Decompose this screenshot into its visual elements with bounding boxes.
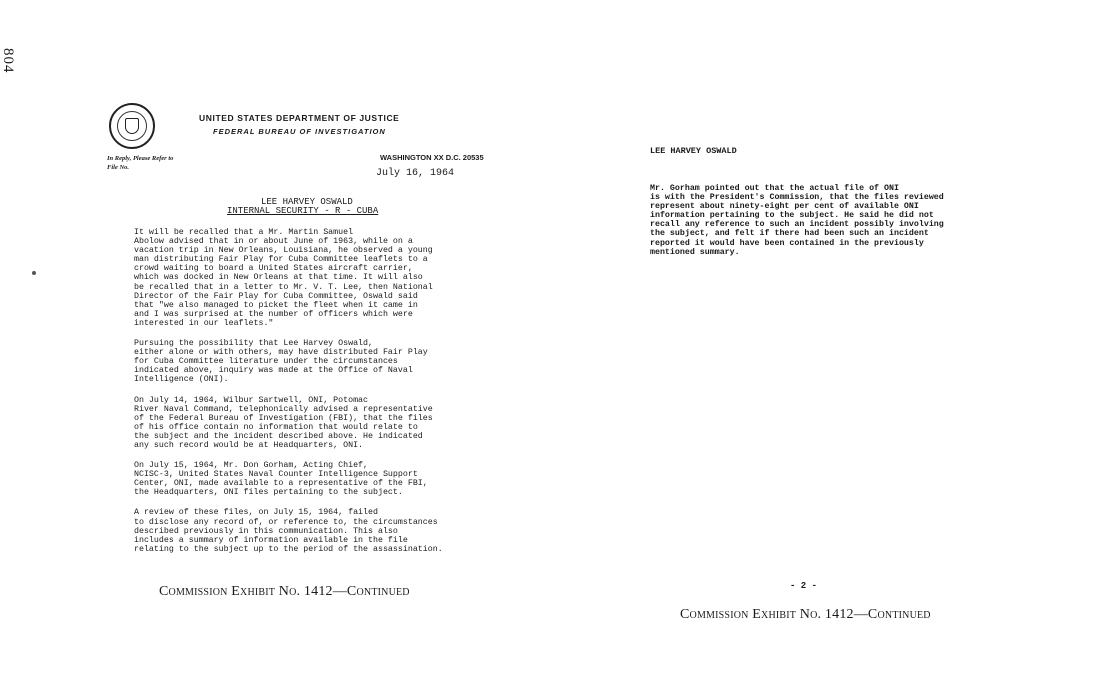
agency-name: UNITED STATES DEPARTMENT OF JUSTICE (199, 113, 400, 123)
letter-paragraph: It will be recalled that a Mr. Martin Samuel Abolow advised that in or about June of 1963, while on a vacation trip in New Orleans, Louisiana, he observed a young man distributing Fair Play for Cuba Committee leaflets to a crowd waiting to board a United States aircraft carrier, which was docked in New Orleans at that time. It will also be recalled that in a letter to Mr. V. T. Lee, then National Director of the Fair Play for Cuba Committee, Oswald said that "we also managed to picket the fleet when it came in and I was surprised at the number of officers which were interested in our leaflets." (134, 228, 433, 328)
margin-mark (32, 271, 36, 275)
letter-body (134, 228, 494, 565)
exhibit-caption-left: Commission Exhibit No. 1412—Continued (159, 584, 410, 599)
page-number: 804 (0, 48, 16, 74)
reply-note-line-1: In Reply, Please Refer to (107, 155, 174, 162)
continuation-header: LEE HARVEY OSWALD (650, 146, 737, 156)
reply-note-line-2: File No. (107, 164, 130, 171)
letter-paragraph: On July 15, 1964, Mr. Don Gorham, Acting Chief, NCISC-3, United States Naval Counter Intelligence Support Center, ONI, made available to a representative of the FBI, the Headquarters, ONI files pertaining to the subject. (134, 461, 428, 498)
exhibit-caption-right: Commission Exhibit No. 1412—Continued (680, 607, 931, 622)
letter-paragraph: A review of these files, on July 15, 1964, failed to disclose any record of, or reference to, the circumstances described previously in this communication. This also includes a summary of information available in the file relating to the subject up to the period of the assassination. (134, 508, 443, 554)
continuation-paragraph: Mr. Gorham pointed out that the actual file of ONI is with the President's Commission, that the files reviewed represent about ninety-eight per cent of available ONI information pertaining to the subject. He said he did not recall any reference to such an incident possibly involving the subject, and felt if there had been such an incident reported it would have been contained in the previously mentioned summary. (650, 184, 944, 257)
bureau-name: FEDERAL BUREAU OF INVESTIGATION (213, 127, 386, 136)
fbi-seal-icon (109, 103, 155, 149)
reply-note (107, 154, 173, 172)
subject-name: LEE HARVEY OSWALD (261, 197, 353, 207)
letter-paragraph: On July 14, 1964, Wilbur Sartwell, ONI, Potomac River Naval Command, telephonically advised a representative of the Federal Bureau of Investigation (FBI), that the files of his office contain no information that would relate to the subject and the incident described above. He indicated any such record would be at Headquarters, ONI. (134, 395, 433, 450)
subject-category: INTERNAL SECURITY - R - CUBA (227, 206, 379, 216)
letter-location: WASHINGTON XX D.C. 20535 (380, 153, 484, 162)
letter-paragraph: Pursuing the possibility that Lee Harvey Oswald, either alone or with others, may have distributed Fair Play for Cuba Committee literature under the circumstances indicated above, inquiry was made at the Office of Naval Intelligence (ONI). (134, 339, 428, 385)
letter-date: July 16, 1964 (376, 168, 455, 179)
continuation-page-marker: - 2 - (790, 581, 818, 591)
